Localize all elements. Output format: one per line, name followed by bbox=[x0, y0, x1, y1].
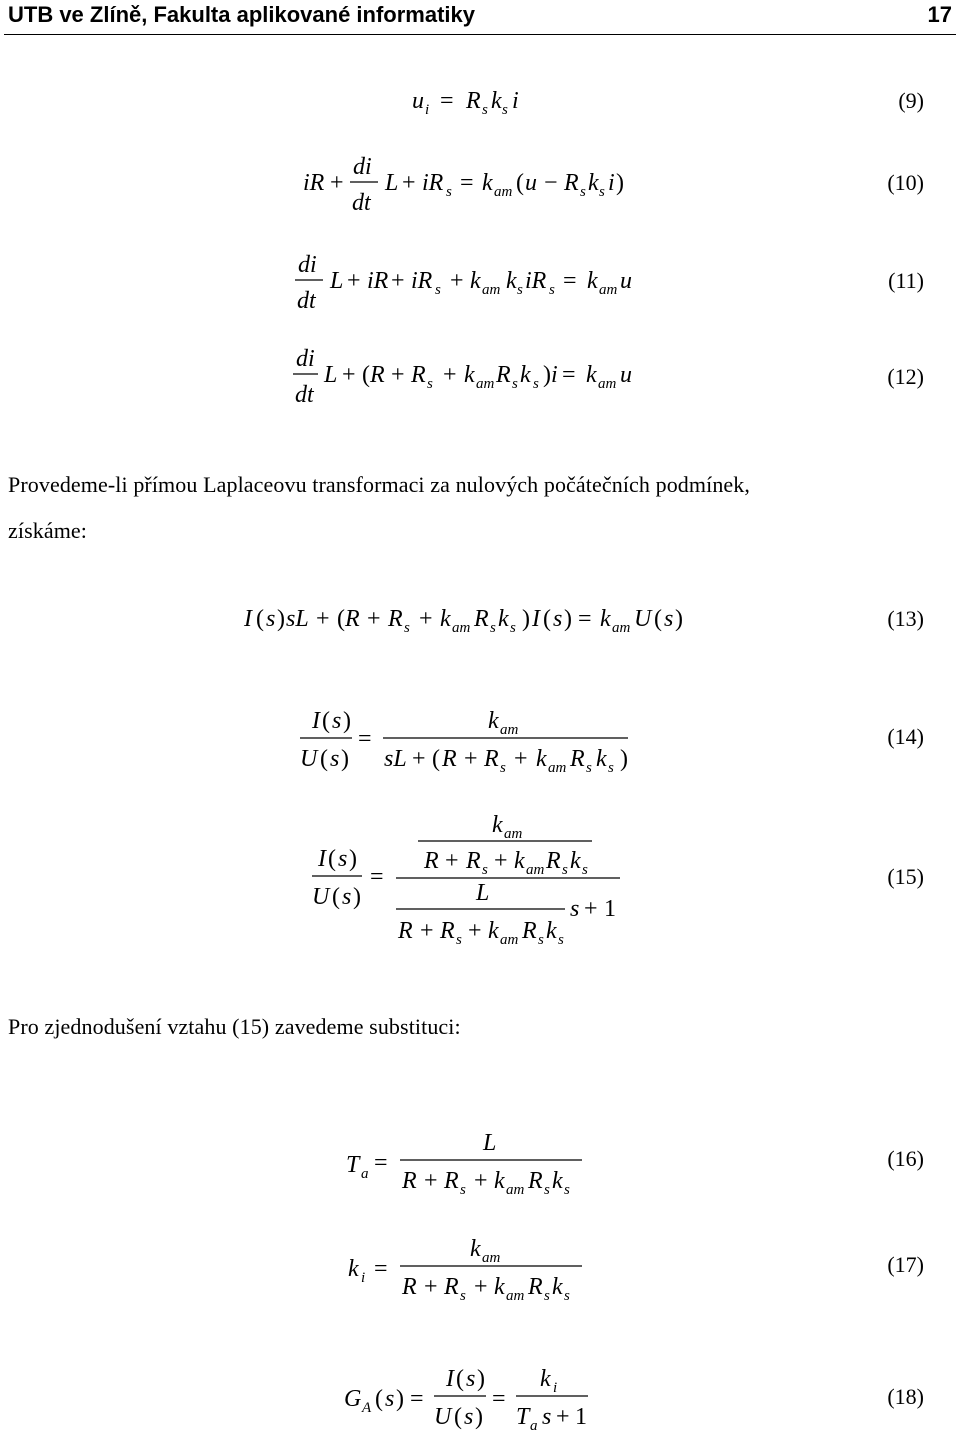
svg-text:(: ( bbox=[654, 606, 662, 632]
svg-text:+: + bbox=[391, 362, 405, 388]
svg-text:R: R bbox=[444, 1168, 459, 1194]
svg-text:R: R bbox=[528, 1168, 543, 1194]
equation-number: (16) bbox=[887, 1146, 924, 1171]
svg-text:s: s bbox=[500, 760, 506, 776]
svg-text:k: k bbox=[488, 708, 499, 734]
svg-text:dt: dt bbox=[352, 190, 371, 216]
svg-text:s: s bbox=[482, 102, 488, 118]
svg-text:(: ( bbox=[322, 708, 330, 734]
svg-text:=: = bbox=[562, 362, 576, 388]
svg-text:am: am bbox=[500, 722, 519, 738]
svg-text:i: i bbox=[512, 88, 519, 114]
svg-text:+: + bbox=[556, 1404, 570, 1430]
equation-14-formula bbox=[0, 700, 960, 780]
svg-text:am: am bbox=[482, 1250, 501, 1266]
svg-text:+: + bbox=[450, 268, 464, 294]
svg-text:i: i bbox=[551, 362, 558, 388]
equation-number: (17) bbox=[887, 1252, 924, 1277]
svg-text:s: s bbox=[330, 746, 340, 772]
svg-text:+: + bbox=[342, 362, 356, 388]
equation-number: (10) bbox=[887, 170, 924, 195]
svg-text:): ) bbox=[341, 746, 349, 772]
svg-text:am: am bbox=[548, 760, 567, 776]
svg-text:(: ( bbox=[516, 170, 524, 196]
svg-text:s: s bbox=[542, 1404, 552, 1430]
svg-text:U: U bbox=[634, 606, 652, 632]
svg-text:=: = bbox=[460, 170, 474, 196]
equation-12-formula bbox=[0, 340, 960, 410]
svg-text:am: am bbox=[599, 282, 618, 298]
svg-text:a: a bbox=[361, 1166, 369, 1182]
svg-text:s: s bbox=[608, 760, 614, 776]
svg-text:s: s bbox=[466, 1366, 476, 1392]
svg-text:s: s bbox=[582, 862, 588, 878]
svg-text:): ) bbox=[353, 884, 361, 910]
svg-text:u: u bbox=[620, 268, 632, 294]
svg-text:i: i bbox=[425, 102, 430, 118]
svg-text:s: s bbox=[404, 620, 410, 636]
svg-text:L: L bbox=[385, 170, 399, 196]
equation-number: (9) bbox=[898, 88, 924, 113]
equation-number: (18) bbox=[887, 1384, 924, 1409]
svg-text:iR: iR bbox=[367, 268, 389, 294]
equation-16-formula bbox=[0, 1124, 960, 1204]
svg-text:(: ( bbox=[362, 362, 370, 388]
svg-text:+: + bbox=[420, 918, 434, 944]
svg-text:1: 1 bbox=[604, 896, 616, 922]
svg-text:s: s bbox=[342, 884, 352, 910]
svg-text:k: k bbox=[540, 1366, 551, 1392]
svg-text:am: am bbox=[598, 376, 617, 392]
svg-text:−: − bbox=[544, 170, 558, 196]
svg-text:k: k bbox=[494, 1168, 505, 1194]
svg-text:I: I bbox=[532, 606, 540, 632]
svg-text:k: k bbox=[520, 362, 531, 388]
svg-text:U: U bbox=[434, 1404, 452, 1430]
svg-text:=: = bbox=[492, 1386, 506, 1412]
svg-text:): ) bbox=[477, 1366, 485, 1392]
svg-text:k: k bbox=[440, 606, 451, 632]
svg-text:s: s bbox=[385, 1386, 395, 1412]
svg-text:u: u bbox=[620, 362, 632, 388]
svg-text:R: R bbox=[466, 848, 481, 874]
svg-text:(: ( bbox=[256, 606, 264, 632]
svg-text:iR: iR bbox=[411, 268, 433, 294]
equation-11-formula bbox=[0, 248, 960, 318]
svg-text:R: R bbox=[442, 746, 457, 772]
svg-text:): ) bbox=[564, 606, 572, 632]
svg-text:G: G bbox=[344, 1386, 362, 1412]
page-header bbox=[0, 0, 960, 36]
equation-17 bbox=[0, 1230, 960, 1310]
svg-text:(: ( bbox=[543, 606, 551, 632]
svg-text:+: + bbox=[494, 848, 508, 874]
svg-text:U: U bbox=[312, 884, 330, 910]
svg-text:I: I bbox=[244, 606, 252, 632]
svg-text:s: s bbox=[446, 184, 452, 200]
svg-text:k: k bbox=[586, 362, 597, 388]
svg-text:+: + bbox=[347, 268, 361, 294]
svg-text:): ) bbox=[522, 606, 530, 632]
svg-text:k: k bbox=[588, 170, 599, 196]
svg-text:(: ( bbox=[454, 1404, 462, 1430]
svg-text:s: s bbox=[427, 376, 433, 392]
svg-text:am: am bbox=[526, 862, 545, 878]
svg-text:=: = bbox=[410, 1386, 424, 1412]
svg-text:k: k bbox=[596, 746, 607, 772]
svg-text:di: di bbox=[298, 252, 317, 278]
svg-text:am: am bbox=[506, 1288, 525, 1304]
equation-15-formula bbox=[0, 808, 960, 958]
svg-text:am: am bbox=[506, 1182, 525, 1198]
svg-text:+: + bbox=[316, 606, 330, 632]
svg-text:+: + bbox=[514, 746, 528, 772]
svg-text:s: s bbox=[564, 1182, 570, 1198]
svg-text:1: 1 bbox=[575, 1404, 587, 1430]
svg-text:(: ( bbox=[456, 1366, 464, 1392]
svg-text:s: s bbox=[338, 846, 348, 872]
svg-text:+: + bbox=[474, 1274, 488, 1300]
svg-text:R: R bbox=[546, 848, 561, 874]
paragraph-line: Provedeme-li přímou Laplaceovu transformaci za nulových počátečních podmínek, bbox=[8, 472, 750, 497]
svg-text:s: s bbox=[456, 932, 462, 948]
svg-text:R: R bbox=[388, 606, 403, 632]
svg-text:iR: iR bbox=[422, 170, 444, 196]
svg-text:(: ( bbox=[320, 746, 328, 772]
equation-12 bbox=[0, 340, 960, 410]
svg-text:+: + bbox=[468, 918, 482, 944]
svg-text:k: k bbox=[488, 918, 499, 944]
svg-text:dt: dt bbox=[297, 288, 316, 314]
svg-text:L: L bbox=[476, 880, 490, 906]
svg-text:): ) bbox=[616, 170, 624, 196]
equation-16 bbox=[0, 1124, 960, 1204]
equation-number: (11) bbox=[888, 268, 924, 293]
svg-text:sL: sL bbox=[384, 746, 407, 772]
svg-text:am: am bbox=[504, 826, 523, 842]
equation-number: (12) bbox=[887, 364, 924, 389]
svg-text:am: am bbox=[476, 376, 495, 392]
svg-text:s: s bbox=[460, 1182, 466, 1198]
equation-13-formula bbox=[0, 598, 960, 642]
svg-text:k: k bbox=[600, 606, 611, 632]
svg-text:u: u bbox=[525, 170, 537, 196]
svg-text:s: s bbox=[490, 620, 496, 636]
equation-18-formula bbox=[0, 1360, 960, 1436]
svg-text:a: a bbox=[530, 1418, 538, 1434]
svg-text:R: R bbox=[496, 362, 511, 388]
svg-text:): ) bbox=[675, 606, 683, 632]
svg-text:+: + bbox=[367, 606, 381, 632]
svg-text:u: u bbox=[412, 88, 424, 114]
svg-text:k: k bbox=[552, 1274, 563, 1300]
svg-text:R: R bbox=[484, 746, 499, 772]
svg-text:(: ( bbox=[432, 746, 440, 772]
svg-text:s: s bbox=[538, 932, 544, 948]
svg-text:k: k bbox=[514, 848, 525, 874]
svg-text:s: s bbox=[553, 606, 563, 632]
svg-text:R: R bbox=[402, 1168, 417, 1194]
equation-15 bbox=[0, 808, 960, 958]
svg-text:k: k bbox=[482, 170, 493, 196]
equation-9 bbox=[0, 80, 960, 120]
svg-text:): ) bbox=[396, 1386, 404, 1412]
svg-text:s: s bbox=[558, 932, 564, 948]
svg-text:s: s bbox=[664, 606, 674, 632]
svg-text:+: + bbox=[402, 170, 416, 196]
svg-text:R: R bbox=[424, 848, 439, 874]
svg-text:k: k bbox=[536, 746, 547, 772]
svg-text:+: + bbox=[584, 896, 598, 922]
svg-text:+: + bbox=[330, 170, 344, 196]
svg-text:di: di bbox=[353, 154, 372, 180]
svg-text:s: s bbox=[460, 1288, 466, 1304]
svg-text:=: = bbox=[358, 726, 372, 752]
svg-text:s: s bbox=[435, 282, 441, 298]
svg-text:am: am bbox=[494, 184, 513, 200]
svg-text:k: k bbox=[470, 268, 481, 294]
svg-text:s: s bbox=[580, 184, 586, 200]
svg-text:): ) bbox=[475, 1404, 483, 1430]
svg-text:sL: sL bbox=[286, 606, 309, 632]
svg-text:): ) bbox=[349, 846, 357, 872]
svg-text:(: ( bbox=[332, 884, 340, 910]
svg-text:s: s bbox=[586, 760, 592, 776]
svg-text:R: R bbox=[398, 918, 413, 944]
svg-text:R: R bbox=[466, 88, 481, 114]
svg-text:s: s bbox=[332, 708, 342, 734]
svg-text:U: U bbox=[300, 746, 318, 772]
header-rule bbox=[4, 34, 956, 35]
equation-10 bbox=[0, 150, 960, 220]
svg-text:i: i bbox=[608, 170, 615, 196]
equation-number: (14) bbox=[887, 724, 924, 749]
svg-text:k: k bbox=[498, 606, 509, 632]
svg-text:k: k bbox=[570, 848, 581, 874]
svg-text:(: ( bbox=[337, 606, 345, 632]
equation-18 bbox=[0, 1360, 960, 1436]
svg-text:=: = bbox=[374, 1256, 388, 1282]
header-title: UTB ve Zlíně, Fakulta aplikované informatiky bbox=[8, 2, 476, 27]
equation-17-formula bbox=[0, 1230, 960, 1310]
svg-text:A: A bbox=[362, 1400, 372, 1416]
svg-text:(: ( bbox=[328, 846, 336, 872]
equation-number: (15) bbox=[887, 864, 924, 889]
svg-text:k: k bbox=[587, 268, 598, 294]
svg-text:L: L bbox=[324, 362, 338, 388]
svg-text:=: = bbox=[440, 88, 454, 114]
svg-text:s: s bbox=[549, 282, 555, 298]
svg-text:L: L bbox=[483, 1130, 497, 1156]
svg-text:R: R bbox=[370, 362, 385, 388]
svg-text:): ) bbox=[277, 606, 285, 632]
svg-text:+: + bbox=[391, 268, 405, 294]
svg-text:s: s bbox=[599, 184, 605, 200]
svg-text:R: R bbox=[411, 362, 426, 388]
svg-text:R: R bbox=[528, 1274, 543, 1300]
svg-text:): ) bbox=[343, 708, 351, 734]
svg-text:k: k bbox=[552, 1168, 563, 1194]
svg-text:=: = bbox=[370, 864, 384, 890]
svg-text:+: + bbox=[474, 1168, 488, 1194]
svg-text:I: I bbox=[312, 708, 320, 734]
svg-text:iR: iR bbox=[303, 170, 325, 196]
svg-text:s: s bbox=[464, 1404, 474, 1430]
svg-text:s: s bbox=[512, 376, 518, 392]
svg-text:R: R bbox=[474, 606, 489, 632]
svg-text:=: = bbox=[563, 268, 577, 294]
svg-text:k: k bbox=[546, 918, 557, 944]
page-number: 17 bbox=[927, 2, 952, 27]
svg-text:I: I bbox=[446, 1366, 454, 1392]
svg-text:+: + bbox=[424, 1168, 438, 1194]
svg-text:s: s bbox=[502, 102, 508, 118]
svg-text:R: R bbox=[444, 1274, 459, 1300]
svg-text:am: am bbox=[482, 282, 501, 298]
svg-text:iR: iR bbox=[525, 268, 547, 294]
svg-text:R: R bbox=[402, 1274, 417, 1300]
svg-text:+: + bbox=[443, 362, 457, 388]
svg-text:s: s bbox=[482, 862, 488, 878]
svg-text:k: k bbox=[491, 88, 502, 114]
svg-text:k: k bbox=[494, 1274, 505, 1300]
svg-text:=: = bbox=[578, 606, 592, 632]
svg-text:am: am bbox=[612, 620, 631, 636]
svg-text:am: am bbox=[452, 620, 471, 636]
paragraph-line: získáme: bbox=[8, 518, 87, 543]
equation-9-formula bbox=[0, 80, 960, 120]
svg-text:di: di bbox=[296, 346, 315, 372]
svg-text:+: + bbox=[424, 1274, 438, 1300]
svg-text:k: k bbox=[464, 362, 475, 388]
svg-text:dt: dt bbox=[295, 382, 314, 408]
svg-text:+: + bbox=[464, 746, 478, 772]
svg-text:s: s bbox=[562, 862, 568, 878]
svg-text:k: k bbox=[348, 1256, 359, 1282]
svg-text:+: + bbox=[412, 746, 426, 772]
svg-text:am: am bbox=[500, 932, 519, 948]
svg-text:s: s bbox=[510, 620, 516, 636]
equation-11 bbox=[0, 248, 960, 318]
svg-text:R: R bbox=[522, 918, 537, 944]
svg-text:+: + bbox=[445, 848, 459, 874]
svg-text:T: T bbox=[516, 1404, 530, 1430]
equation-10-formula bbox=[0, 150, 960, 220]
svg-text:s: s bbox=[517, 282, 523, 298]
svg-text:i: i bbox=[553, 1380, 558, 1396]
svg-text:T: T bbox=[346, 1152, 360, 1178]
equation-13 bbox=[0, 598, 960, 642]
svg-text:s: s bbox=[564, 1288, 570, 1304]
svg-text:s: s bbox=[266, 606, 276, 632]
svg-text:s: s bbox=[533, 376, 539, 392]
svg-text:R: R bbox=[564, 170, 579, 196]
svg-text:s: s bbox=[544, 1182, 550, 1198]
svg-text:i: i bbox=[361, 1270, 366, 1286]
svg-text:=: = bbox=[374, 1150, 388, 1176]
svg-text:s: s bbox=[570, 896, 580, 922]
equation-14 bbox=[0, 700, 960, 780]
svg-text:R: R bbox=[440, 918, 455, 944]
svg-text:L: L bbox=[330, 268, 344, 294]
svg-text:): ) bbox=[620, 746, 628, 772]
equation-number: (13) bbox=[887, 606, 924, 631]
svg-text:I: I bbox=[318, 846, 326, 872]
svg-text:k: k bbox=[506, 268, 517, 294]
svg-text:k: k bbox=[470, 1236, 481, 1262]
paragraph-line: Pro zjednodušení vztahu (15) zavedeme substituci: bbox=[8, 1014, 461, 1039]
svg-text:): ) bbox=[543, 362, 551, 388]
svg-text:s: s bbox=[544, 1288, 550, 1304]
svg-text:R: R bbox=[570, 746, 585, 772]
svg-text:k: k bbox=[492, 812, 503, 838]
svg-text:(: ( bbox=[375, 1386, 383, 1412]
svg-text:R: R bbox=[345, 606, 360, 632]
svg-text:+: + bbox=[419, 606, 433, 632]
